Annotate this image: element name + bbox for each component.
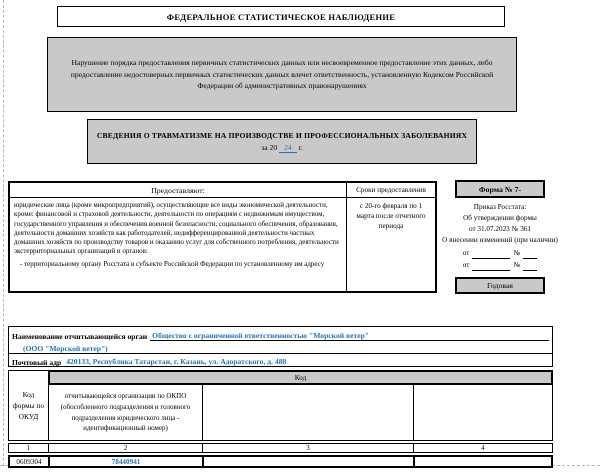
okpo-column-header: отчитывающейся организации по ОКПО (обособленного подразделения и головного подразделения юридического лица - идентификационный номер) [48,384,203,441]
form-number: Форма № 7- [478,184,522,194]
organization-name-row [9,327,552,341]
report-year-line [261,143,302,152]
from-label: от [462,260,470,269]
code-value-3[interactable] [202,455,415,468]
year-suffix: г. [298,143,303,152]
amendment-blank-line-1 [438,248,562,259]
form-title-box [87,119,477,164]
providers-recipient: - территориальному органу Росстата в субъекте Российской Федерации по установленному им адресу [20,259,325,268]
organization-name-field[interactable]: Общество с ограниченной ответственностью "Морской ветер" [150,331,549,341]
amendment-date-field[interactable] [472,251,510,259]
warning-notice-box [47,37,517,112]
providers-description: юридические лица (кроме микропредприятий), осуществляющие все виды экономической деятельности, кроме: финансовой и страховой деятельности, деятельности по операциям с недвижимым имуществом, государственного управления и обеспечения военной безопасности, социального обеспечения, образования, деятельности домашних хозяйств как работодателей, недифференцированной деятельности частных домашних хозяйств по производству товаров и оказанию услуг для собственного потребления, деятельности экстерриториальных организаций и органов: [14,201,339,256]
deadline-column-header: Сроки предоставления [356,186,426,194]
amendment-number-field[interactable] [523,263,537,271]
form-header-title: ФЕДЕРАЛЬНОЕ СТАТИСТИЧЕСКОЕ НАБЛЮДЕНИЕ [166,11,396,22]
form-number-box [455,180,545,198]
providers-column-header: Предоставляют: [10,183,347,197]
organization-name-label: Наименование отчитывающейся орган [12,332,148,341]
code-group-header: Код [48,370,553,385]
page-margin-guide-vertical [3,0,4,466]
okud-code-value[interactable]: 0609304 [8,455,50,468]
column-number-3: 3 [202,443,414,453]
organization-section [8,326,553,367]
from-label: от [462,248,470,257]
code-table [8,370,553,466]
form-title: СВЕДЕНИЯ О ТРАВМАТИЗМЕ НА ПРОИЗВОДСТВЕ И ПРОФЕССИОНАЛЬНЫХ ЗАБОЛЕВАНИЯХ [96,131,468,140]
warning-text: Нарушение порядка предоставления первичных статистических данных или несвоевременное предоставление этих данных, либо предоставление недостоверных первичных статистических данных влечет ответственность, установленную Кодексом Российской Федерации об административных правонарушениях [70,57,494,91]
amendment-blank-line-2 [438,260,562,271]
postal-address-field[interactable]: 420133, Республика Татарстан, г. Казань, ул. Адоратского, д. 488 [64,357,549,367]
order-approval: Об утверждении формы [463,214,537,223]
organization-short-name-row [9,341,552,354]
empty-column-header-4 [413,384,553,441]
column-number-1: 1 [8,443,49,453]
providers-table-header-row [10,183,435,198]
deadline-cell: с 20-го февраля по 1 марта после отчетного периода [356,202,426,231]
okud-column-header: Код формы по ОКУД [8,370,49,441]
postal-address-label: Почтовый адр [12,358,62,367]
okpo-code-value[interactable]: 78440941 [48,455,204,468]
rosstat-order-block [438,202,562,271]
periodicity-box [455,277,545,294]
year-value-field[interactable]: 24 [279,143,297,153]
amendment-date-field[interactable] [472,263,510,271]
empty-column-header-3 [202,384,414,441]
postal-address-row [9,354,552,367]
amendment-number-field[interactable] [523,251,537,259]
order-title: Приказ Росстата: [473,203,527,211]
code-value-4[interactable] [413,455,553,468]
order-amendments: О внесении изменений (при наличии) [442,236,558,245]
year-prefix: за 20 [261,143,278,152]
providers-table [8,181,437,293]
column-number-2: 2 [48,443,203,453]
number-label: № [513,260,521,269]
column-number-4: 4 [413,443,553,453]
order-date-number: от 31.07.2023 № 361 [468,225,531,234]
form-header-box [57,6,505,27]
periodicity-label: Годовая [487,281,513,290]
providers-cell [10,198,347,291]
providers-table-body-row [10,198,435,291]
number-label: № [513,248,521,257]
organization-short-name-field[interactable]: (ООО "Морской ветер") [23,344,108,353]
